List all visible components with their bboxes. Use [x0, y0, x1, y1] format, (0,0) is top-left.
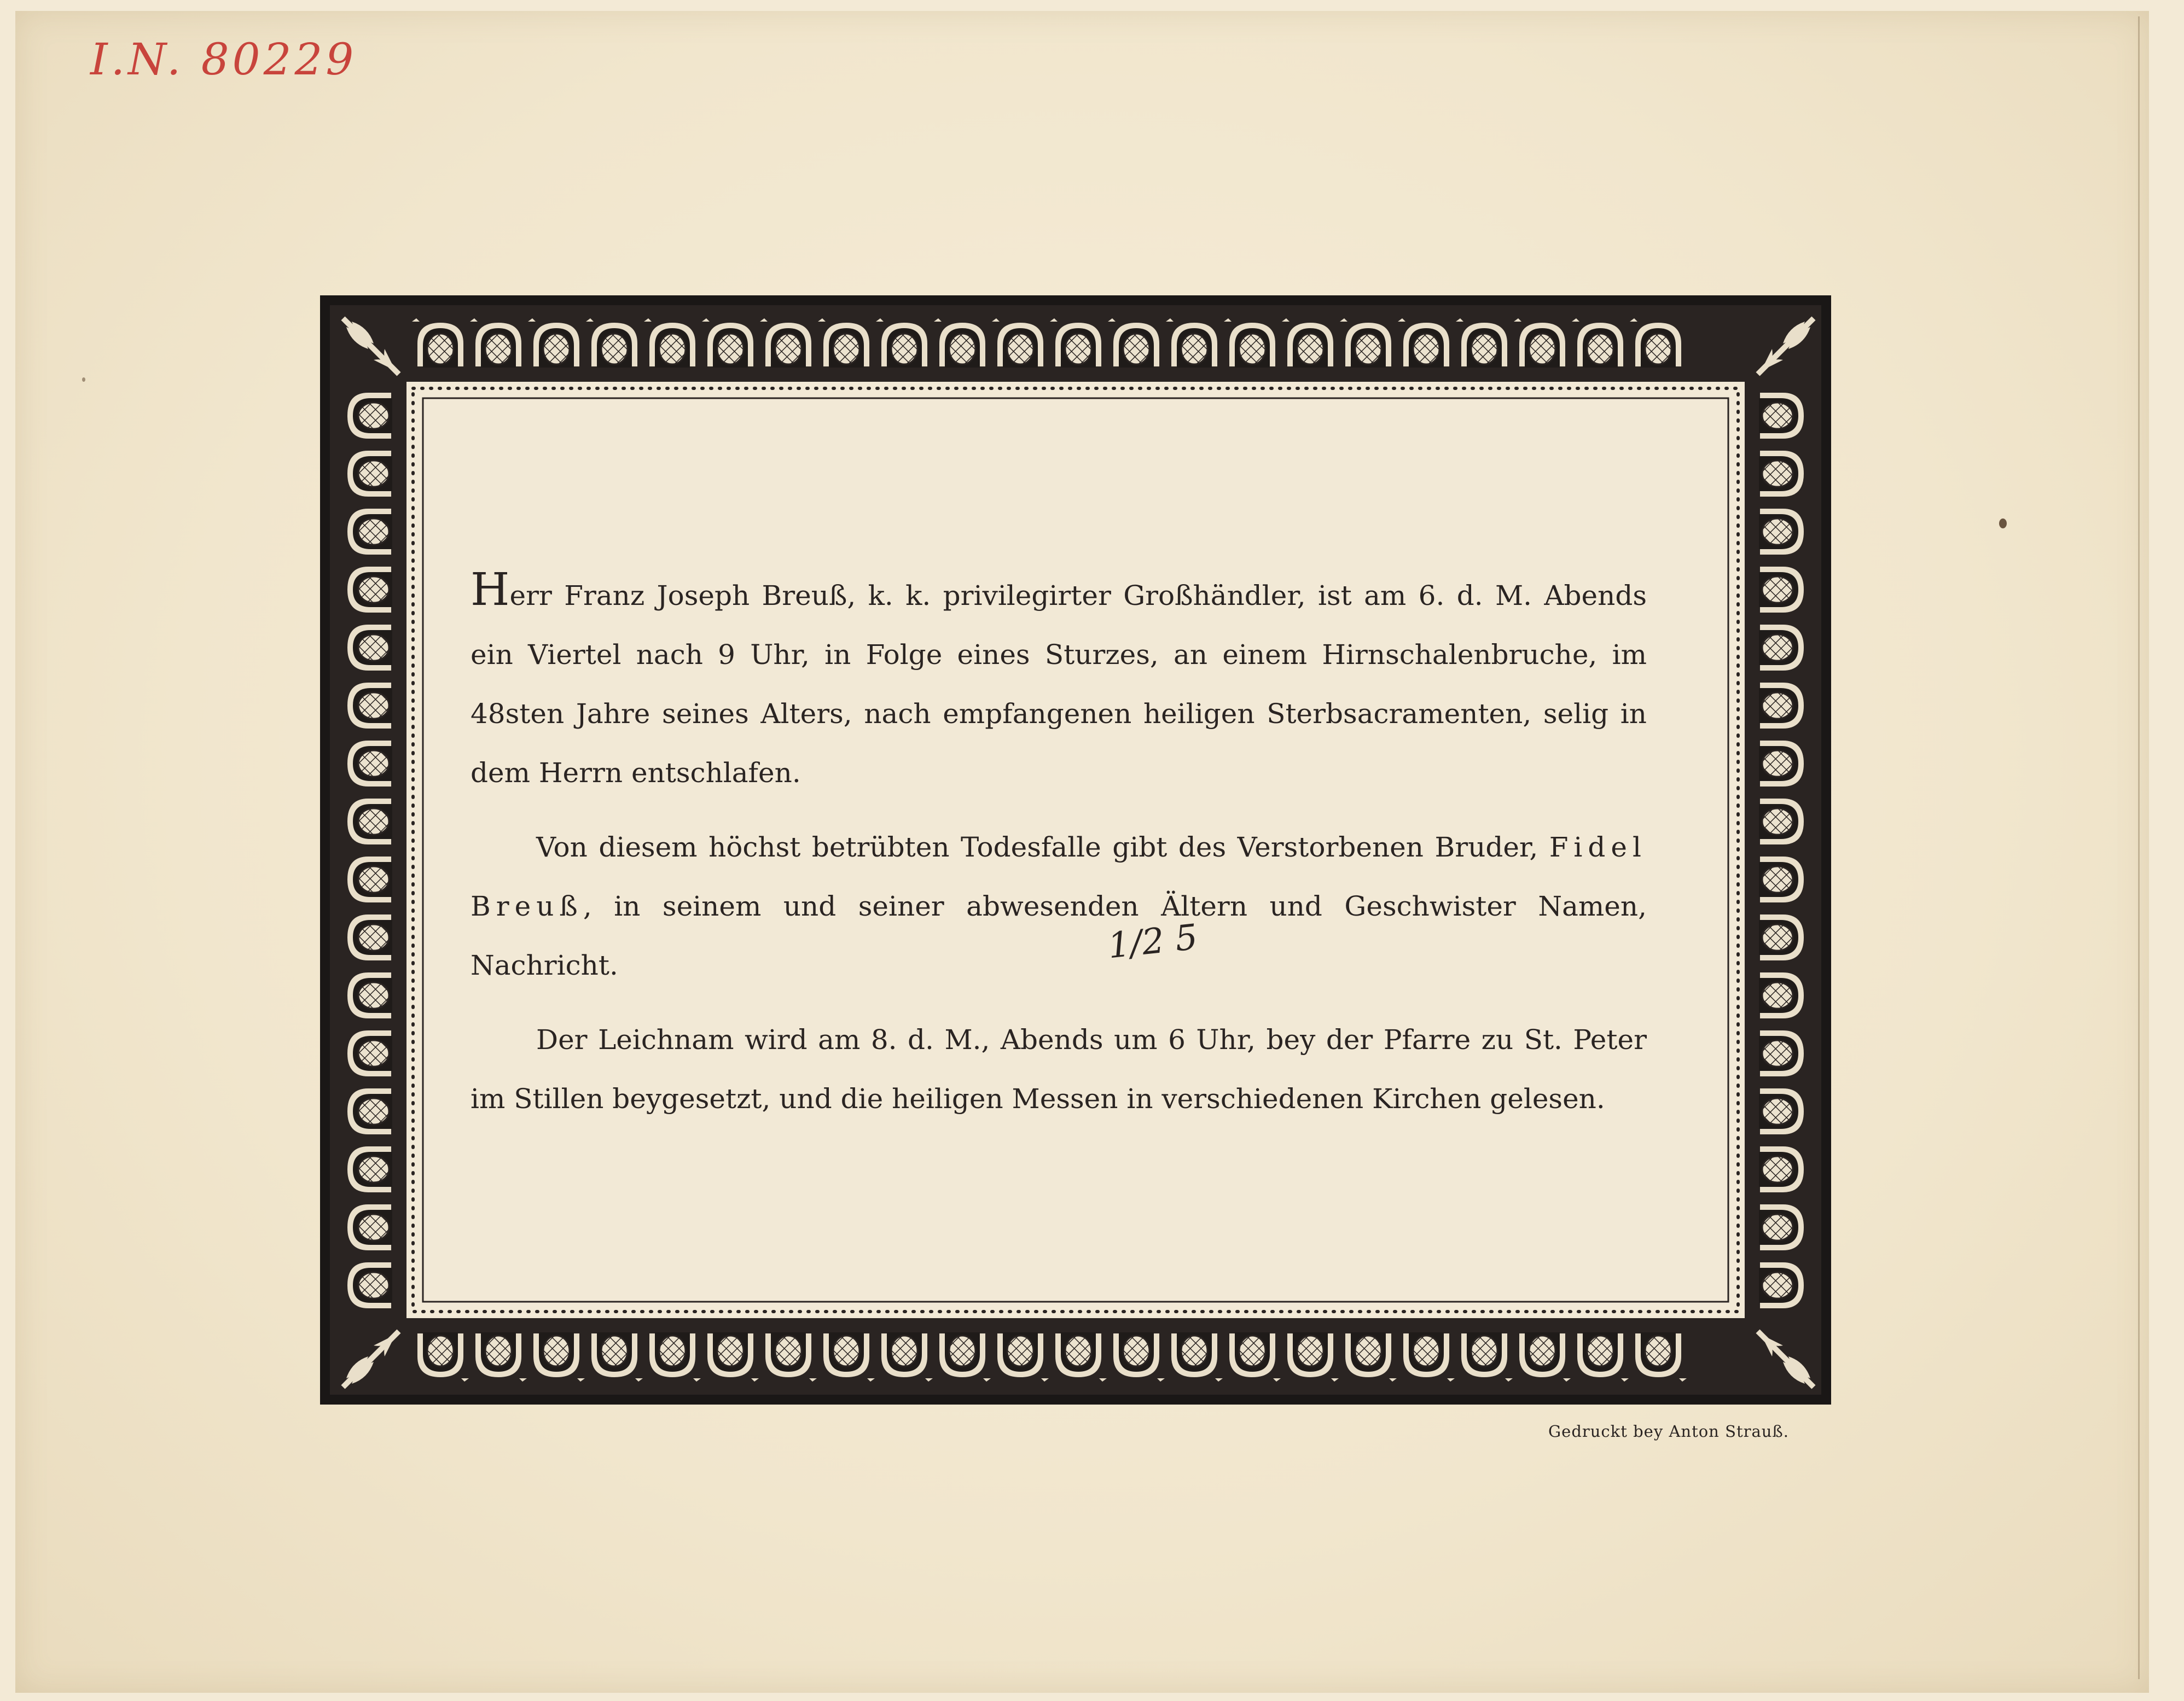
spaced-name: Fidel Breuß — [471, 831, 1647, 922]
death-notice-text — [471, 566, 1647, 1128]
handwritten-correction: 1/2 5 — [1106, 917, 1200, 967]
border-motif — [1759, 561, 1808, 618]
border-motif — [1456, 318, 1513, 368]
border-motif — [343, 851, 392, 908]
border-motif — [1108, 318, 1165, 368]
printer-imprint: Gedruckt bey Anton Strauß. — [1548, 1422, 1790, 1441]
border-motif — [1759, 387, 1808, 444]
border-motif — [1050, 318, 1107, 368]
border-motif — [1340, 318, 1397, 368]
border-motif — [1282, 1332, 1339, 1382]
border-motif — [1282, 318, 1339, 368]
border-motif — [1166, 1332, 1223, 1382]
border-motif — [644, 1332, 701, 1382]
paragraph-text: Der Leichnam wird am 8. d. M., Abends um 6 Uhr, bey der Pfarre zu St. Peter im Stillen beygesetzt, und die heiligen Messen in verschiedenen Kirchen gelesen. — [471, 1024, 1647, 1115]
paragraph-text: err Franz Joseph Breuß, k. k. privilegirter Großhändler, ist am 6. d. M. Abends ein Viertel nach 9 Uhr, in Folge eines Sturzes, an einem Hirnschalenbruche, im 48sten Jahre seines Alters, nach empfangenen heiligen Sterbsacramenten, selig in dem Herrn entschlafen. — [471, 580, 1647, 789]
border-motif — [1050, 1332, 1107, 1382]
border-motif — [1759, 445, 1808, 502]
border-motif — [876, 1332, 933, 1382]
border-motif — [644, 318, 701, 368]
accession-number: I.N. 80229 — [90, 34, 357, 85]
border-motif — [1759, 1199, 1808, 1256]
border-motif — [1108, 1332, 1165, 1382]
border-motif — [934, 318, 991, 368]
border-motif — [343, 1025, 392, 1082]
border-motif — [343, 1257, 392, 1314]
border-motif — [992, 318, 1049, 368]
border-motif — [412, 1332, 469, 1382]
border-motif — [702, 1332, 759, 1382]
border-motif — [343, 793, 392, 850]
paper-fold-line — [2138, 16, 2140, 1679]
border-motif — [1759, 851, 1808, 908]
border-motif — [1456, 1332, 1513, 1382]
border-motif — [343, 735, 392, 792]
border-motif — [470, 1332, 527, 1382]
paragraph-text-before: Von diesem höchst betrübten Todesfalle gibt des Verstorbenen Bruder, — [536, 831, 1549, 863]
border-motif — [528, 318, 585, 368]
corner-ornament-top-right — [1750, 311, 1821, 382]
border-motif — [586, 318, 643, 368]
border-motif — [1759, 793, 1808, 850]
border-motif — [1759, 967, 1808, 1024]
border-motif — [343, 1141, 392, 1198]
border-motif — [343, 387, 392, 444]
border-motif — [1759, 1257, 1808, 1314]
paper-spot — [1999, 519, 2007, 528]
border-motif — [1514, 1332, 1571, 1382]
border-motif — [343, 1199, 392, 1256]
border-motif — [1398, 318, 1455, 368]
notice-paragraph-3 — [471, 1010, 1647, 1128]
border-motif — [818, 318, 875, 368]
border-motif — [1759, 677, 1808, 734]
border-motif — [1759, 619, 1808, 676]
notice-paragraph-1 — [471, 566, 1647, 802]
border-motif — [1572, 318, 1629, 368]
border-motif — [934, 1332, 991, 1382]
border-motif — [412, 318, 469, 368]
corner-ornament-bottom-right — [1750, 1324, 1821, 1395]
paragraph-text-after: , in seinem und seiner abwesenden Ältern und Geschwister Namen, Nachricht. — [471, 890, 1647, 981]
border-motif — [1340, 1332, 1397, 1382]
border-motif — [1572, 1332, 1629, 1382]
border-motif — [1398, 1332, 1455, 1382]
border-motif — [1759, 1083, 1808, 1140]
decorative-initial: H — [471, 564, 510, 616]
notice-paragraph-2 — [471, 818, 1647, 995]
border-motif — [992, 1332, 1049, 1382]
border-motif — [343, 561, 392, 618]
border-motif — [818, 1332, 875, 1382]
border-motif — [702, 318, 759, 368]
border-motif — [343, 909, 392, 966]
border-motif — [1759, 1025, 1808, 1082]
border-motif — [1759, 1141, 1808, 1198]
border-motif — [343, 1083, 392, 1140]
border-motif — [1224, 1332, 1281, 1382]
border-motif — [876, 318, 933, 368]
border-motif — [760, 1332, 817, 1382]
border-motif — [1166, 318, 1223, 368]
border-motif — [343, 619, 392, 676]
border-motif — [760, 318, 817, 368]
border-motif — [343, 503, 392, 560]
corner-ornament-bottom-left — [335, 1324, 406, 1395]
border-motif — [1514, 318, 1571, 368]
corner-ornament-top-left — [335, 311, 406, 382]
border-motif — [528, 1332, 585, 1382]
paper-spot — [82, 377, 85, 382]
border-motif — [1759, 909, 1808, 966]
border-motif — [470, 318, 527, 368]
border-motif — [1759, 735, 1808, 792]
border-motif — [1630, 318, 1687, 368]
border-motif — [343, 967, 392, 1024]
border-motif — [343, 677, 392, 734]
border-motif — [586, 1332, 643, 1382]
border-motif — [1759, 503, 1808, 560]
border-motif — [1630, 1332, 1687, 1382]
border-motif — [343, 445, 392, 502]
border-motif — [1224, 318, 1281, 368]
